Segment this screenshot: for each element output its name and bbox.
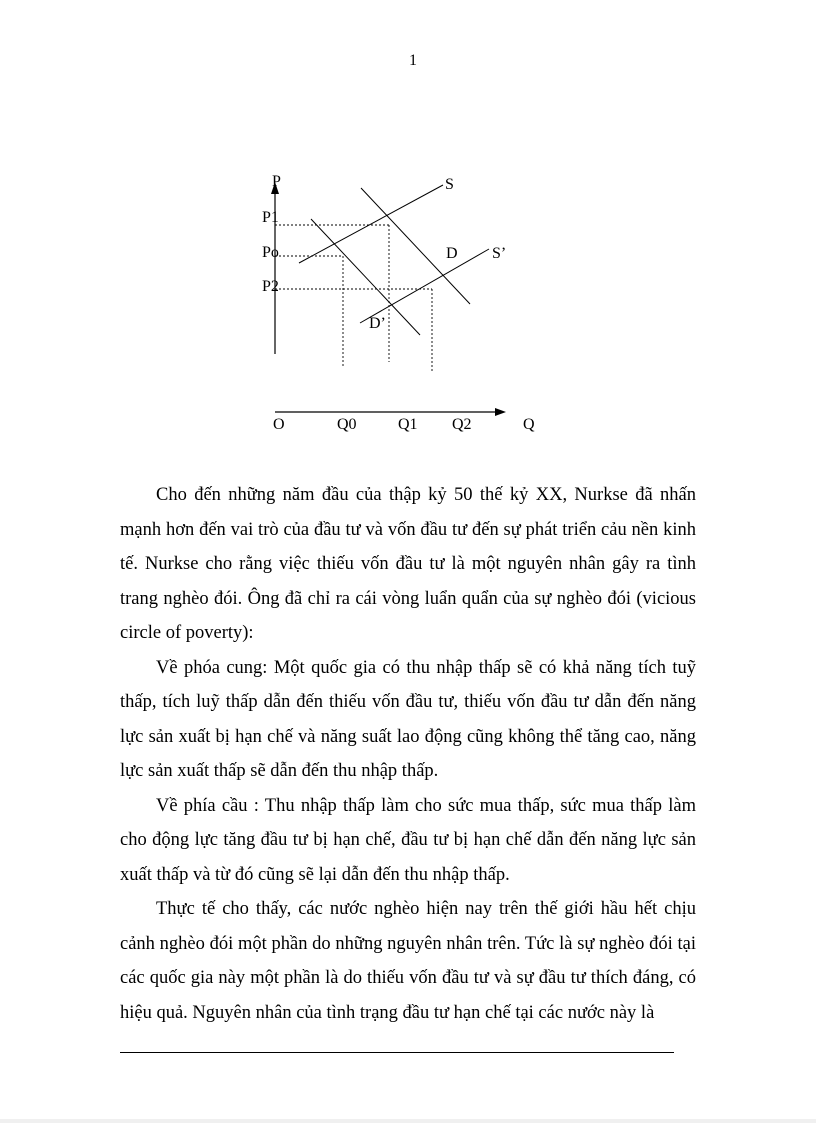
quantity-label-q0: Q0 <box>337 416 357 433</box>
price-label-p0: Po <box>262 244 279 261</box>
demand-label-d-prime: D’ <box>369 315 386 332</box>
paragraph: Về phóa cung: Một quốc gia có thu nhập thấp sẽ có khả năng tích tuỹ thấp, tích luỹ thấp dẫn đến thiếu vốn đầu tư, thiếu vốn đầu tư dẫn đến năng lực sản xuất bị hạn chế và năng suất lao động cũng không thể tăng cao, năng lực sản xuất thấp sẽ dẫn đến thu nhập thấp. <box>120 657 696 781</box>
paragraph: Về phía cầu : Thu nhập thấp làm cho sức mua thấp, sức mua thấp làm cho động lực tăng đầu tư bị hạn chế, đầu tư bị hạn chế dẫn đến năng lực sản xuất thấp và từ đó cũng sẽ lại dẫn đến thu nhập thấp. <box>120 795 696 885</box>
price-axis-label: P <box>272 173 281 190</box>
quantity-label-q2: Q2 <box>452 416 472 433</box>
origin-label: O <box>273 416 285 433</box>
paragraph: Thực tế cho thấy, các nước nghèo hiện nay trên thế giới hầu hết chịu cảnh nghèo đói một phần do những nguyên nhân trên. Tức là sự nghèo đói tại các quốc gia này một phần là do thiếu vốn đầu tư và sự đầu tư thích đáng, có hiệu quả. Nguyên nhân của tình trạng đầu tư hạn chế tại các nước này là <box>120 899 696 1023</box>
body-text <box>120 478 696 1030</box>
quantity-label-q1: Q1 <box>398 416 418 433</box>
supply-label-s: S <box>445 176 454 193</box>
footer-divider <box>120 1052 674 1053</box>
paragraph: Cho đến những năm đầu của thập kỷ 50 thế kỷ XX, Nurkse đã nhấn mạnh hơn đến vai trò của đầu tư và vốn đầu tư đến sự phát triển cảu nền kinh tế. Nurkse cho rằng việc thiếu vốn đầu tư là một nguyên nhân gây ra tình trang nghèo đói. Ông đã chỉ ra cái vòng luẩn quẩn của sự nghèo đói (vicious circle of poverty): <box>120 485 696 643</box>
page-bottom-edge <box>0 1119 816 1123</box>
equilibrium-guides <box>275 225 432 373</box>
quantity-axis-label: Q <box>523 416 535 433</box>
price-label-p1: P1 <box>262 209 279 226</box>
demand-label-d: D <box>446 245 458 262</box>
page-number: 1 <box>409 52 417 69</box>
supply-curve-s <box>299 185 443 263</box>
supply-demand-diagram <box>255 168 555 438</box>
quantity-axis-arrow <box>495 408 506 416</box>
price-label-p2: P2 <box>262 278 279 295</box>
supply-curve-s-prime <box>360 249 489 323</box>
supply-label-s-prime: S’ <box>492 245 507 262</box>
demand-curve-d-prime <box>311 219 420 335</box>
